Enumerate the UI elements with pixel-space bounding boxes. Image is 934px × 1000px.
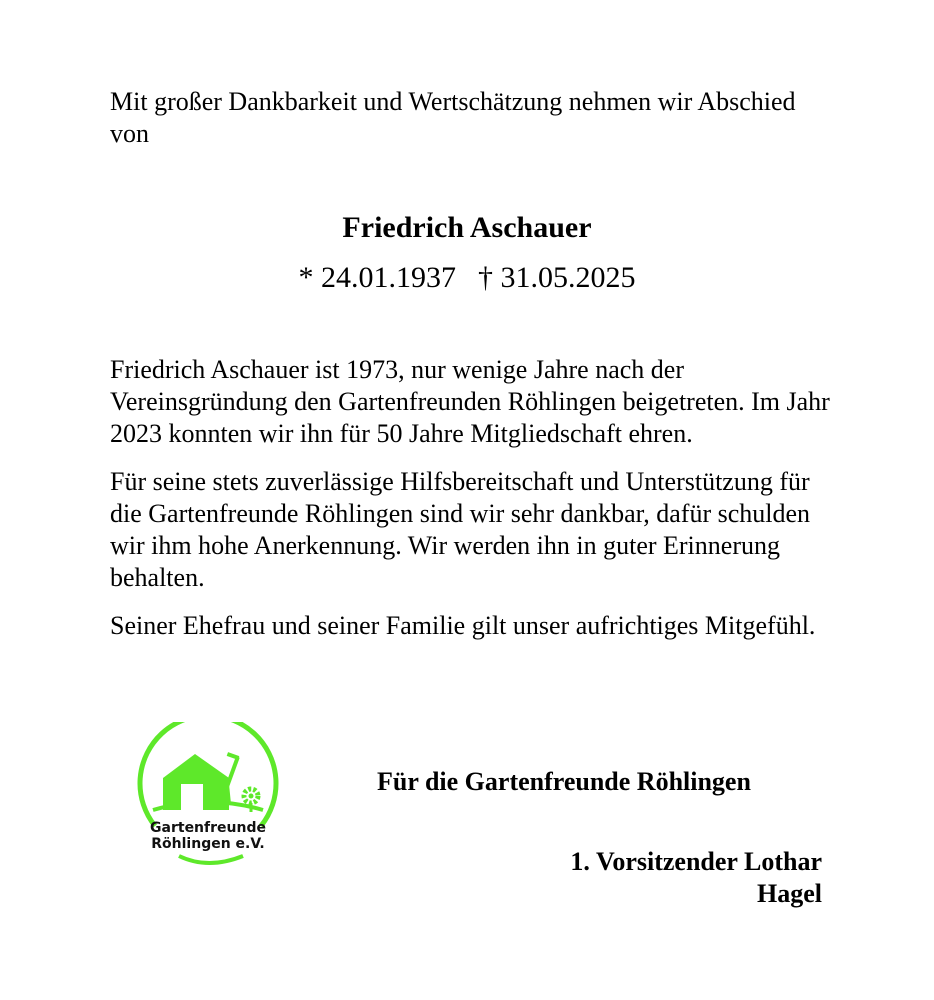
intro-text: Mit großer Dankbarkeit und Wertschätzung nehmen wir Abschied von	[110, 87, 796, 148]
logo-swoosh	[179, 856, 243, 863]
birth-date: * 24.01.1937	[298, 261, 456, 294]
signer-title-name: 1. Vorsitzender Lothar	[570, 847, 822, 876]
garden-logo-icon	[133, 722, 283, 872]
death-date: † 31.05.2025	[478, 261, 636, 294]
signer-surname: Hagel	[757, 879, 822, 908]
life-dates	[0, 260, 934, 296]
house-door	[181, 784, 203, 810]
deceased-name: Friedrich Aschauer	[342, 211, 592, 244]
club-logo	[133, 722, 283, 872]
logo-text-line1: Gartenfreunde	[150, 820, 266, 836]
signer-block	[520, 846, 822, 910]
logo-text-line2: Röhlingen e.V.	[151, 836, 265, 852]
obituary-body	[110, 354, 830, 658]
paragraph-condolence: Seiner Ehefrau und seiner Familie gilt unser aufrichtiges Mitgefühl.	[110, 611, 816, 640]
paragraph-gratitude: Für seine stets zuverlässige Hilfsbereitschaft und Unterstützung für die Gartenfreunde Röhlingen sind wir sehr dankbar, dafür schulden wir ihm hohe Anerkennung. Wir werden ihn in guter Erinnerung behalten.	[110, 467, 811, 592]
paragraph-membership: Friedrich Aschauer ist 1973, nur wenige Jahre nach der Vereinsgründung den Gartenfreunden Röhlingen beigetreten. Im Jahr 2023 konnten wir ihn für 50 Jahre Mitgliedschaft ehren.	[110, 355, 830, 448]
signoff-line: Für die Gartenfreunde Röhlingen	[377, 767, 751, 796]
